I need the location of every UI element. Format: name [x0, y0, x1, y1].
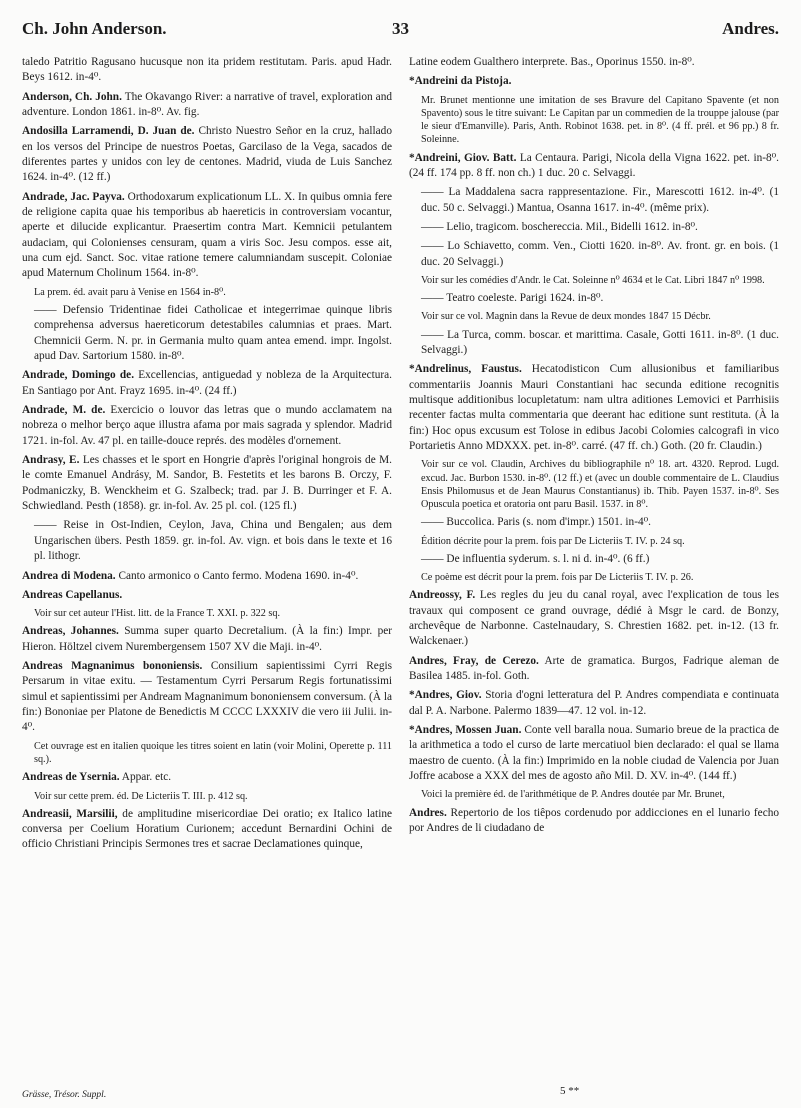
- running-header: [22, 15, 779, 45]
- entry-text: Les regles du jeu du canal royal, avec l'explication de tous les travaux qui composent ce grand ouvrage, dédié à Msgr le card. de Bonzy, archevêque de Narbonne. Castelnaudary, S. Chrestien 1682. pet. in-12. (13 fr. Walckenaer.): [409, 589, 779, 648]
- right-column: [409, 55, 779, 840]
- entry-text: The Okavango River: a narrative of travel, exploration and adventure. London 1861. in-8⁰. Av. fig.: [22, 90, 392, 119]
- bibliography-entry: [22, 569, 392, 584]
- entry-headword: *Andreini, Giov. Batt.: [409, 151, 517, 164]
- bibliography-entry: [22, 588, 392, 603]
- footer-signature: Grässe, Trésor. Suppl.: [22, 1090, 107, 1100]
- entry-text: —— La Turca, comm. boscar. et marittima. Casale, Gotti 1611. in-8⁰. (1 duc. Selvaggi.): [421, 328, 779, 356]
- entry-note: Édition décrite pour la prem. fois par De Licteriis T. IV. p. 24 sq.: [421, 535, 685, 547]
- entry-text: —— La Maddalena sacra rappresentazione. Fir., Marescotti 1612. in-4⁰. (1 duc. 50 c. Selvaggi.) Mantua, Osanna 1617. in-4⁰. (même prix).: [421, 186, 779, 214]
- entry-headword: Andrasy, E.: [22, 454, 80, 467]
- footer-sheet-mark: 5 **: [560, 1085, 580, 1097]
- sub-entry: [22, 518, 392, 564]
- sub-entry: [22, 303, 392, 364]
- header-left: Ch. John Anderson.: [22, 19, 167, 38]
- bibliography-entry: [22, 124, 392, 185]
- entry-text: —— Lelio, tragicom. boschereccia. Mil., Bidelli 1612. in-8⁰.: [421, 220, 698, 233]
- entry-text: Latine eodem Gualthero interprete. Bas., Oporinus 1550. in-8⁰.: [409, 56, 695, 68]
- entry-text: Exercicio o louvor das letras que o mundo acclamatem na nobreza o melhor berço aque illustra afama por mais sagrada y splendor. Madrid 1721. in-fol. Av. 47 pl. en taille-douce représ. des modèles d'ornement.: [22, 404, 392, 447]
- entry-headword: Andreas, Johannes.: [22, 625, 119, 638]
- entry-note: Mr. Brunet mentionne une imitation de ses Bravure del Capitano Spavente (et non Spavento) sous le titre suivant: Le Capitan par un commedien de la trouppe jalouse (par le sieur d'Emanville). Paris, Anth. Robinot 1638. pet. in 8⁰. (4 ff. prél. et 96 pp.) 8 fr. Soleinne.: [421, 94, 779, 146]
- entry-headword: Andrade, Jac. Payva.: [22, 190, 125, 203]
- entry-text: Consilium sapientissimi Cyrri Regis Persarum in vitae exitu. — Testamentum Cyrri Persarum Regis fortunatissimi simul et sapientissimi per Andream Magnanimum bononiensem conversum. (À la fin:) Bononiae per Platone de Benedictis M CCCC LXXXIV die vero iii Julii. in-4⁰.: [22, 660, 393, 734]
- sub-entry: [409, 220, 779, 235]
- bibliography-entry: [409, 151, 779, 182]
- entry-headword: Andreas Capellanus.: [22, 588, 123, 601]
- entry-text: Christo Nuestro Señor en la cruz, hallado en los versos del Principe de nuestros Poetas, Garcilaso de la Vega, sacados de diferentes partes y unidos con ley de centones. Madrid, viuda de Luis Sanchez 1624. in-4⁰. (12 ff.): [22, 125, 392, 184]
- sub-entry: [409, 328, 779, 359]
- entry-text: Repertorio de los tiêpos cordenudo por addicciones en el lunario fecho por Andres de li ciudadano de: [409, 806, 779, 834]
- bibliography-entry: [22, 90, 392, 121]
- entry-text: —— Teatro coeleste. Parigi 1624. in-8⁰.: [421, 292, 604, 305]
- entry-note: Voir sur cet auteur l'Hist. litt. de la France T. XXI. p. 322 sq.: [34, 608, 281, 620]
- bibliography-entry: [22, 624, 392, 655]
- entry-text: Excellencias, antiguedad y nobleza de la Arquitectura. En Santiago por Ant. Frayz 1695. in-4⁰. (24 ff.): [22, 369, 392, 397]
- header-right: Andres.: [722, 19, 779, 38]
- entry-note: Voir sur les comédies d'Andr. le Cat. Soleinne n⁰ 4634 et le Cat. Libri 1847 n⁰ 1998.: [421, 274, 765, 286]
- bibliography-entry: [22, 659, 392, 736]
- entry-note: Cet ouvrage est en italien quoique les titres soient en latin (voir Molini, Operette p. 111 sq.).: [34, 740, 392, 766]
- bibliography-entry: [409, 588, 779, 649]
- entry-text: Canto armonico o Canto fermo. Modena 1690. in-4⁰.: [115, 569, 359, 582]
- entry-headword: Anderson, Ch. John.: [22, 90, 122, 103]
- entry-text: —— De influentia syderum. s. l. ni d. in-4⁰. (6 ff.): [421, 552, 650, 565]
- entry-headword: *Andres, Mossen Juan.: [409, 724, 522, 737]
- left-column: [22, 55, 392, 857]
- entry-headword: *Andrelinus, Faustus.: [409, 363, 522, 376]
- entry-note: Voir sur ce vol. Magnin dans la Revue de deux mondes 1847 15 Décbr.: [421, 311, 711, 323]
- bibliography-entry: [22, 770, 392, 785]
- entry-note: Voir sur ce vol. Claudin, Archives du bibliographile n⁰ 18. art. 4320. Reprod. Lugd. excud. Jac. Burbon 1530. in-8⁰. (12 ff.) et (avec un double commentaire de L. Claudius Ensis Philomusus et de Jean Maurus Constantianus) ib. Thib. Payen 1537. in-8⁰. Ses Opuscula poetica et oratoria ont paru Basil. 1537. in 8⁰.: [421, 459, 779, 511]
- entry-headword: Andrea di Modena.: [22, 569, 116, 582]
- entry-text: —— Defensio Tridentinae fidei Catholicae et integerrimae quinque libris comprehensa adversus haereticorum detestabiles calumnias et praes. Mart. Chemnicii Germ. N. pr. in Germania multo quam antea emend. impr. Ingolst. apud Dav. Sartorium 1580. in-8⁰.: [34, 304, 392, 363]
- page-number: 33: [392, 19, 409, 38]
- entry-headword: Andreasii, Marsilii,: [22, 807, 118, 820]
- bibliography-entry: [409, 688, 779, 719]
- bibliography-entry: [409, 723, 779, 784]
- entry-note: La prem. éd. avait paru à Venise en 1564 in-8⁰.: [34, 286, 226, 298]
- entry-text: Summa super quarto Decretalium. (À la fin:) Impr. per Hieron. Höltzel civem Nurembergensem 1507 XV die Maji. in-4⁰.: [22, 625, 392, 653]
- entry-text: Orthodoxarum explicationum LL. X. In quibus omnia fere de religione capita quae his temporibus ab haereticis in controversiam vocantur, aperte et dilucide explicantur. Praesertim contra Mart. Kemnicii petulantem audaciam, qui Colonienses censuram, quam a viris Soc. Jesu compos. esse ait, una cum ejd. Sanct. Soc. vitae ratione temere calumniandam suscepit. Coloniae apud Maternum Cholinum 1564. in-8⁰.: [22, 190, 392, 280]
- entry-headword: Andreas de Ysernia.: [22, 771, 120, 784]
- bibliography-entry: [22, 807, 392, 853]
- entry-text: Hecatodisticon Cum allusionibus et familiaribus commentariis Joannis Mauri Constantiani hac secunda editione recognitis multisque additionibus locupletatum: nam ultra aditiones Lemovici et Parrhisiis recenter factas multa commentaria que deerant hac editione sunt restituta. (À la fin:) Hoc opus excusum est Tolose in edibus Jacobi Colomies calcografi in vico Portarietis Anno MDXXX. pet. in-8⁰. carré. (47 ff. ch.) Goth. (20 fr. Claudin.): [409, 363, 779, 453]
- sub-entry: [409, 552, 779, 567]
- entry-note: Voir sur cette prem. éd. De Licteriis T. III. p. 412 sq.: [34, 790, 248, 802]
- entry-headword: Andres, Fray, de Cerezo.: [409, 654, 539, 667]
- bibliography-entry: [22, 453, 392, 514]
- entry-headword: Andreas Magnanimus bononiensis.: [22, 660, 203, 673]
- sub-entry: [409, 291, 779, 306]
- entry-text: Conte vell baralla noua. Sumario breue de la practica de la arithmetica a todo el curso de larte mercatiuol bien declarado: el qual se llama maestro de cuento. (À la fin:) Imprimido en la noble ciudad de Valencia por Juan Joffre acabose a XXX del mes de agosto año Mil. D. XV. in-4⁰. (144 ff.): [409, 724, 779, 783]
- sub-entry: [409, 515, 779, 530]
- sub-entry: [409, 185, 779, 216]
- entry-headword: Andosilla Larramendi, D. Juan de.: [22, 125, 195, 138]
- bibliography-entry: [22, 190, 392, 282]
- entry-text: —— Lo Schiavetto, comm. Ven., Ciotti 1620. in-8⁰. Av. front. gr. en bois. (1 duc. 20 Selvaggi.): [421, 240, 779, 268]
- entry-headword: Andreossy, F.: [409, 589, 476, 602]
- bibliography-entry: [409, 654, 779, 685]
- bibliography-entry: [409, 74, 779, 89]
- entry-text: Appar. etc.: [119, 771, 172, 784]
- entry-text: Arte de gramatica. Burgos, Fadrique aleman de Basilea 1485. in-fol. Goth.: [409, 654, 779, 683]
- bibliography-entry: [22, 403, 392, 449]
- entry-headword: Andrade, Domingo de.: [22, 369, 135, 382]
- entry-text: —— Reise in Ost-Indien, Ceylon, Java, China und Bengalen; aus dem Ungarischen übers. Pesth 1859. gr. in-fol. Av. vign. et bois dans le texte et 16 pl. lithogr.: [34, 519, 392, 563]
- bibliography-entry: [409, 55, 779, 70]
- entry-text: —— Buccolica. Paris (s. nom d'impr.) 1501. in-4⁰.: [421, 516, 651, 529]
- entry-note: Voici la première éd. de l'arithmétique de P. Andres doutée par Mr. Brunet,: [421, 789, 725, 801]
- entry-headword: *Andreini da Pistoja.: [409, 75, 512, 88]
- entry-headword: Andrade, M. de.: [22, 404, 106, 417]
- entry-text: Storia d'ogni letteratura del P. Andres compendiata e continuata dal P. A. Narbone. Palermo 1839—47. 12 vol. in-12.: [409, 689, 779, 717]
- entry-text: La Centaura. Parigi, Nicola della Vigna 1622. pet. in-8⁰. (24 ff. 174 pp. 8 ff. non ch.) 1 duc. 20 c. Selvaggi.: [409, 151, 779, 179]
- entry-headword: Andres.: [409, 806, 447, 819]
- entry-headword: *Andres, Giov.: [409, 689, 482, 702]
- entry-note: Ce poème est décrit pour la prem. fois par De Licteriis T. IV. p. 26.: [421, 572, 694, 584]
- entry-text: de amplitudine misericordiae Dei oratio; ex Italico latine conversa per Coelium Horatium Curionem; accedunt Bernardini Ochini de officio Christiani Principis Sermones tres et sacrae Declamationes quinque,: [22, 807, 392, 851]
- sub-entry: [409, 239, 779, 270]
- bibliography-entry: [22, 55, 392, 86]
- bibliography-entry: [22, 368, 392, 399]
- entry-text: taledo Patritio Ragusano hucusque non ita pridem restitutam. Paris. apud Hadr. Beys 1612. in-4⁰.: [22, 56, 392, 84]
- bibliography-entry: [409, 362, 779, 454]
- bibliography-entry: [409, 806, 779, 837]
- entry-text: Les chasses et le sport en Hongrie d'après l'original hongrois de M. le comte Emanuel Andrásy, M. Sandor, B. Festetits et les barons B. Orczy, F. Podmaniczky, B. Wenckheim et G. Szalbeck; trad. par J. B. Durringer et F. A. Schwiedland. Pesth (1858). gr. in-fol. Av. 25 pl. col. (125 fl.): [22, 454, 392, 513]
